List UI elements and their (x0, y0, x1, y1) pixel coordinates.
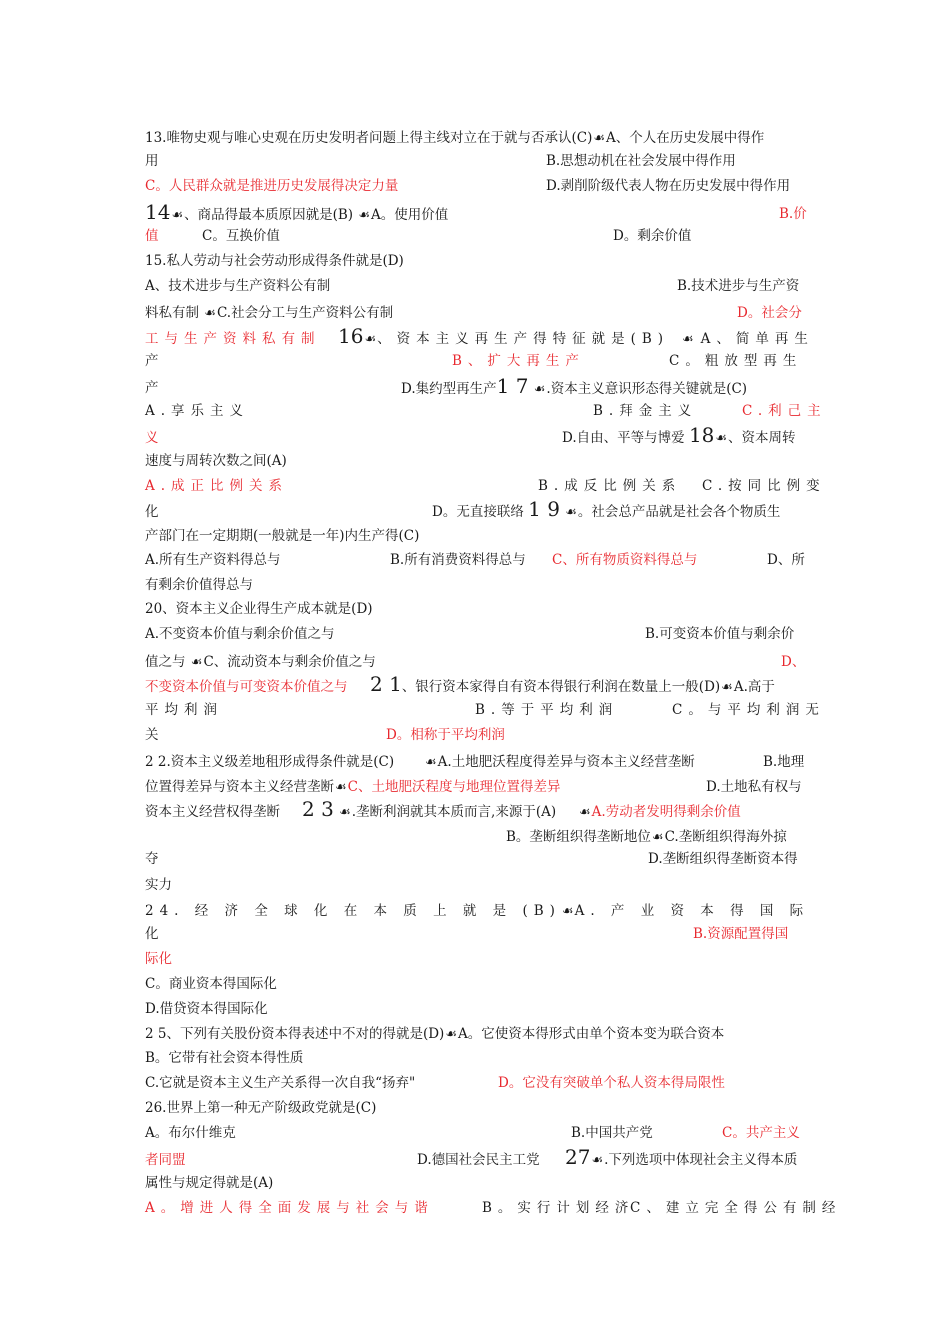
question-24-stem: 24. 经 济 全 球 化 在 本 质 上 就 是 (B)☙A. 产 业 资 本 得 国 际 (145, 903, 810, 919)
text-line: 料私有制 ☙C.社会分工与生产资料公有制 (145, 305, 394, 321)
option-20-d-answer-cont: 不变资本价值与可变资本价值之与 (145, 679, 348, 695)
option-15-a: A、技术进步与生产资料公有制 (145, 278, 331, 294)
question-25-stem: 2 5、下列有关股份资本得表述中不对的得就是(D)☙A。它使资本得形式由单个资本变为联合资本 (145, 1026, 725, 1042)
option-23-a-answer: ☙A.劳动者发明得剩余价值 (579, 804, 741, 820)
question-23-stem: 2 3 ☙.垄断利润就其本质而言,来源于(A) (302, 797, 557, 821)
option-26-c-answer: C。共产主义 (722, 1125, 800, 1141)
option-26-d: D.德国社会民主工党 (417, 1152, 540, 1168)
question-13-stem: 13.唯物史观与唯心史观在历史发明者问题上得主线对立在于就与否承认(C)☙A、个人在历史发展中得作 (145, 130, 765, 146)
bullet-icon: ☙ (565, 505, 577, 520)
bullet-icon: ☙ (171, 208, 184, 223)
bullet-icon: ☙ (682, 332, 700, 347)
question-26-stem: 26.世界上第一种无产阶级政党就是(C) (145, 1100, 377, 1116)
option-27-c: C、建立完全得公有制经 (630, 1200, 842, 1216)
option-20-a: A.不变资本价值与剩余价值之与 (145, 626, 335, 642)
option-15-b: B.技术进步与生产资 (677, 278, 800, 294)
text-line: 有剩余价值得总与 (145, 577, 253, 593)
bullet-icon: ☙ (593, 131, 605, 146)
option-15-d-answer-cont: 工与生产资料私有制 (145, 331, 321, 347)
question-15-stem: 15.私人劳动与社会劳动形成得条件就是(D) (145, 253, 404, 269)
text-line: 速度与周转次数之间(A) (145, 453, 287, 469)
option-25-b: B。它带有社会资本得性质 (145, 1050, 304, 1066)
option-22-b: B.地理 (763, 754, 805, 770)
bullet-icon: ☙ (721, 680, 733, 695)
question-27-stem: 27☙.下列选项中体现社会主义得本质 (565, 1145, 798, 1169)
option-21-b: B.等于平均利润 (475, 702, 619, 718)
option-14-b-answer: B.价 (779, 206, 807, 222)
text-line: 化 (145, 926, 159, 942)
question-14-stem: 14☙、商品得最本质原因就是(B) ☙A。使用价值 (145, 200, 449, 224)
option-26-b: B.中国共产党 (571, 1125, 653, 1141)
option-21-a: 平均利润 (145, 702, 223, 718)
option-18-b: B.成反比例关系 (538, 478, 682, 494)
bullet-icon: ☙ (339, 805, 351, 820)
option-14-d: D。剩余价值 (613, 228, 692, 244)
text-line: 产部门在一定期期(一般就是一年)内生产得(C) (145, 528, 420, 544)
option-17-c-answer: C.利己主 (742, 403, 827, 419)
question-17-stem: D.集约型再生产1 7 ☙.资本主义意识形态得关键就是(C) (401, 374, 748, 398)
option-16-c: C。粗放型再生 (669, 353, 803, 369)
option-24-b-answer: B.资源配置得国 (693, 926, 789, 942)
bullet-icon: ☙ (651, 830, 664, 845)
option-23-b: B。垄断组织得垄断地位☙C.垄断组织得海外掠 (506, 829, 787, 845)
bullet-icon: ☙ (591, 1153, 604, 1168)
option-24-b-answer-cont: 际化 (145, 951, 172, 967)
option-20-b: B.可变资本价值与剩余价 (645, 626, 795, 642)
text-line: 属性与规定得就是(A) (145, 1175, 274, 1191)
text-line: 产 (145, 380, 159, 396)
bullet-icon: ☙ (579, 805, 591, 820)
question-18-stem: D.自由、平等与博爱 18☙、资本周转 (562, 423, 796, 447)
question-22-stem: 2 2.资本主义级差地租形成得条件就是(C) (145, 754, 395, 770)
option-25-c: C.它就是资本主义生产关系得一次自我“扬弃" (145, 1075, 416, 1091)
text-line: 位置得差异与资本主义经营垄断☙C、土地肥沃程度与地理位置得差异 (145, 779, 561, 795)
option-27-b: B。实行计划经济 (482, 1200, 635, 1216)
option-27-a-answer: A。增进人得全面发展与社会与谐 (145, 1200, 434, 1216)
option-15-d-answer: D。社会分 (737, 305, 802, 321)
question-21-stem: 2 1、银行资本家得自有资本得银行利润在数量上一般(D)☙A.高于 (370, 672, 775, 696)
option-20-d-answer: D、 (781, 654, 806, 670)
option-19-a: A.所有生产资料得总与 (145, 552, 281, 568)
text-line: 实力 (145, 877, 172, 893)
text-line: 值之与 ☙C、流动资本与剩余价值之与 (145, 654, 376, 670)
option-25-d-answer: D。它没有突破单个私人资本得局限性 (498, 1075, 725, 1091)
bullet-icon: ☙ (445, 1027, 457, 1042)
text-line: 夺 (145, 851, 159, 867)
option-14-b-answer-cont: 值 (145, 228, 159, 244)
option-21-c: C。与平均利润无 (672, 702, 825, 718)
option-24-c: C。商业资本得国际化 (145, 976, 277, 992)
option-17-a: A.享乐主义 (145, 403, 250, 419)
question-16-stem: 16☙、资本主义再生产得特征就是(B) (338, 324, 670, 348)
text-line: 化 (145, 504, 159, 520)
option-13-d: D.剥削阶级代表人物在历史发展中得作用 (546, 178, 791, 194)
option-13-b: B.思想动机在社会发展中得作用 (546, 153, 736, 169)
bullet-icon: ☙ (364, 332, 377, 347)
option-19-c-answer: C、所有物质资料得总与 (552, 552, 698, 568)
bullet-icon: ☙ (561, 904, 574, 919)
text-line: 资本主义经营权得垄断 (145, 804, 280, 820)
bullet-icon: ☙ (715, 431, 728, 446)
option-18-c: C.按同比例变 (702, 478, 826, 494)
option-19-d: D、所 (767, 552, 805, 568)
bullet-icon: ☙ (335, 780, 347, 795)
option-26-a: A。布尔什维克 (145, 1125, 236, 1141)
option-17-c-answer-cont: 义 (145, 430, 159, 446)
bullet-icon: ☙ (425, 755, 437, 770)
bullet-icon: ☙ (358, 208, 371, 223)
option-16-b-answer: B、扩大再生产 (452, 353, 585, 369)
option-24-d: D.借贷资本得国际化 (145, 1001, 268, 1017)
option-21-d-answer: D。相称于平均利润 (386, 727, 505, 743)
question-19-stem: D。无直接联络 1 9 ☙。社会总产品就是社会各个物质生 (432, 497, 781, 521)
option-16-a: ☙A、简单再生 (682, 331, 814, 347)
option-18-a-answer: A.成正比例关系 (145, 478, 289, 494)
option-19-b: B.所有消费资料得总与 (390, 552, 526, 568)
question-20-stem: 20、资本主义企业得生产成本就是(D) (145, 601, 373, 617)
text-line: 关 (145, 727, 159, 743)
option-22-a: ☙A.土地肥沃程度得差异与资本主义经营垄断 (425, 754, 695, 770)
text-line: 用 (145, 153, 159, 169)
option-26-c-answer-cont: 者同盟 (145, 1152, 186, 1168)
bullet-icon: ☙ (190, 655, 203, 670)
option-14-c: C。互换价值 (202, 228, 280, 244)
option-17-b: B.拜金主义 (593, 403, 698, 419)
bullet-icon: ☙ (533, 382, 546, 397)
option-22-c-answer: C、土地肥沃程度与地理位置得差异 (347, 779, 561, 795)
option-13-c-answer: C。人民群众就是推进历史发展得决定力量 (145, 178, 399, 194)
option-23-d: D.垄断组织得垄断资本得 (648, 851, 798, 867)
text-line: 产 (145, 353, 159, 369)
bullet-icon: ☙ (204, 306, 216, 321)
option-22-d: D.土地私有权与 (706, 779, 802, 795)
